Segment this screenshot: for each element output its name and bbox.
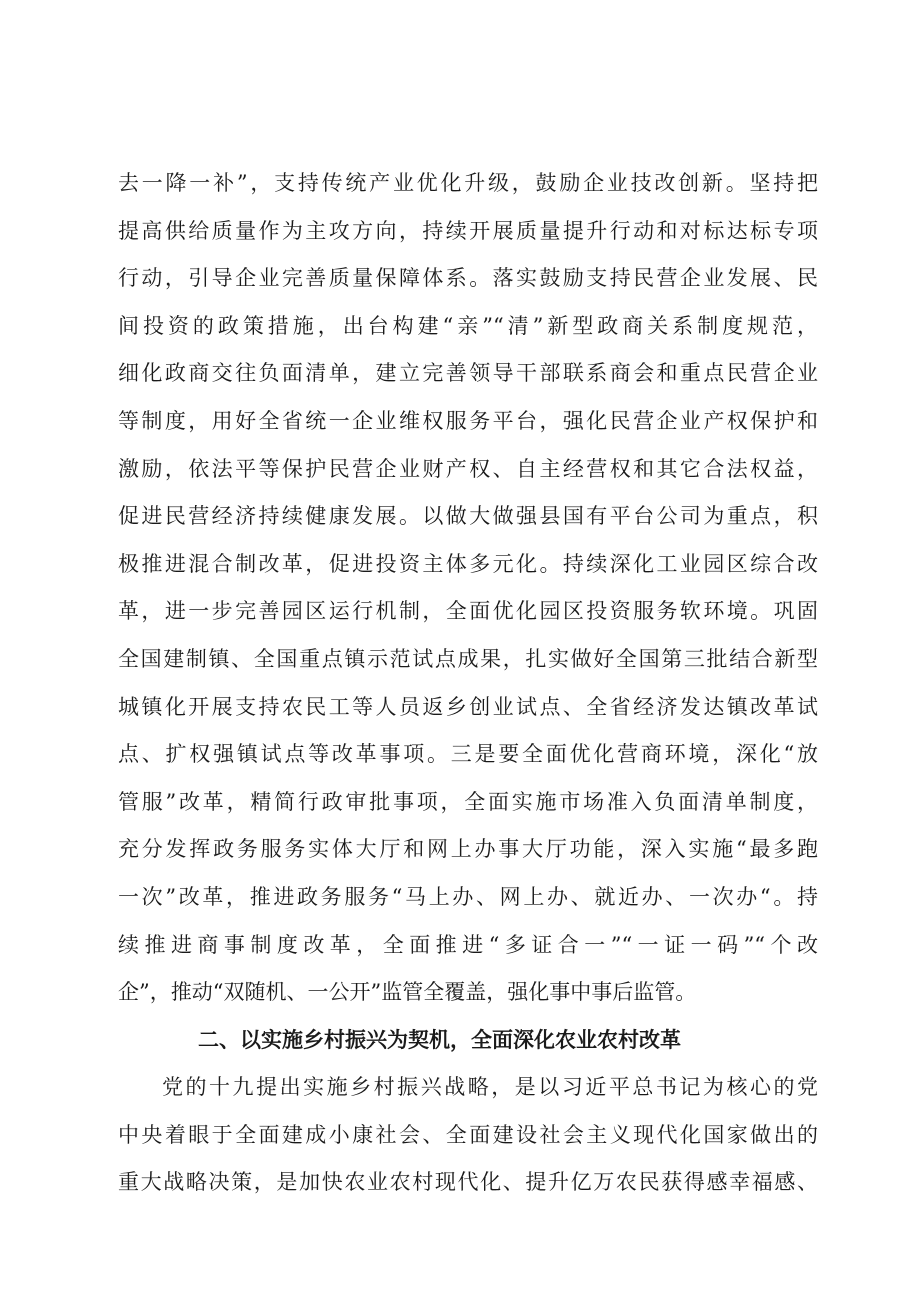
paragraph-line: 管服”改革，精简行政审批事项，全面实施市场准入负面清单制度， [118,789,818,814]
paragraph-line: 企”，推动“双随机、一公开”监管全覆盖，强化事中事后监管。 [118,980,697,1005]
paragraph-line: 中央着眼于全面建成小康社会、全面建设社会主义现代化国家做出的 [118,1122,818,1147]
paragraph-line: 提高供给质量作为主攻方向，持续开展质量提升行动和对标达标专项 [118,218,818,243]
paragraph-line: 城镇化开展支持农民工等人员返乡创业试点、全省经济发达镇改革试 [118,694,818,719]
paragraph-line: 党的十九提出实施乡村振兴战略，是以习近平总书记为核心的党 [162,1075,818,1100]
paragraph-line: 续推进商事制度改革，全面推进“多证合一”“一证一码”“个改 [118,932,818,957]
paragraph-line: 全国建制镇、全国重点镇示范试点成果，扎实做好全国第三批结合新型 [118,646,818,671]
paragraph-line: 去一降一补”，支持传统产业优化升级，鼓励企业技改创新。坚持把 [118,171,818,195]
paragraph-line: 行动，引导企业完善质量保障体系。落实鼓励支持民营企业发展、民 [118,266,818,291]
paragraph-line: 极推进混合制改革，促进投资主体多元化。持续深化工业园区综合改 [118,551,818,576]
paragraph-line: 等制度，用好全省统一企业维权服务平台，强化民营企业产权保护和 [118,408,818,433]
paragraph-line: 重大战略决策，是加快农业农村现代化、提升亿万农民获得感幸福感、 [118,1170,818,1195]
paragraph-line: 细化政商交往负面清单，建立完善领导干部联系商会和重点民营企业 [118,361,818,386]
paragraph-line: 促进民营经济持续健康发展。以做大做强县国有平台公司为重点，积 [118,504,818,529]
paragraph-line: 革，进一步完善园区运行机制，全面优化园区投资服务软环境。巩固 [118,599,818,624]
paragraph-line: 激励，依法平等保护民营企业财产权、自主经营权和其它合法权益， [118,456,818,481]
section-heading: 二、以实施乡村振兴为契机，全面深化农业农村改革 [198,1027,681,1052]
paragraph-line: 间投资的政策措施，出台构建“亲”“清”新型政商关系制度规范， [118,313,818,338]
paragraph-line: 充分发挥政务服务实体大厅和网上办事大厅功能，深入实施“最多跑 [118,837,818,862]
paragraph-line: 点、扩权强镇试点等改革事项。三是要全面优化营商环境，深化“放 [118,742,818,767]
body-text [118,160,818,1207]
paragraph-line: 一次”改革，推进政务服务“马上办、网上办、就近办、一次办“。持 [118,884,818,909]
